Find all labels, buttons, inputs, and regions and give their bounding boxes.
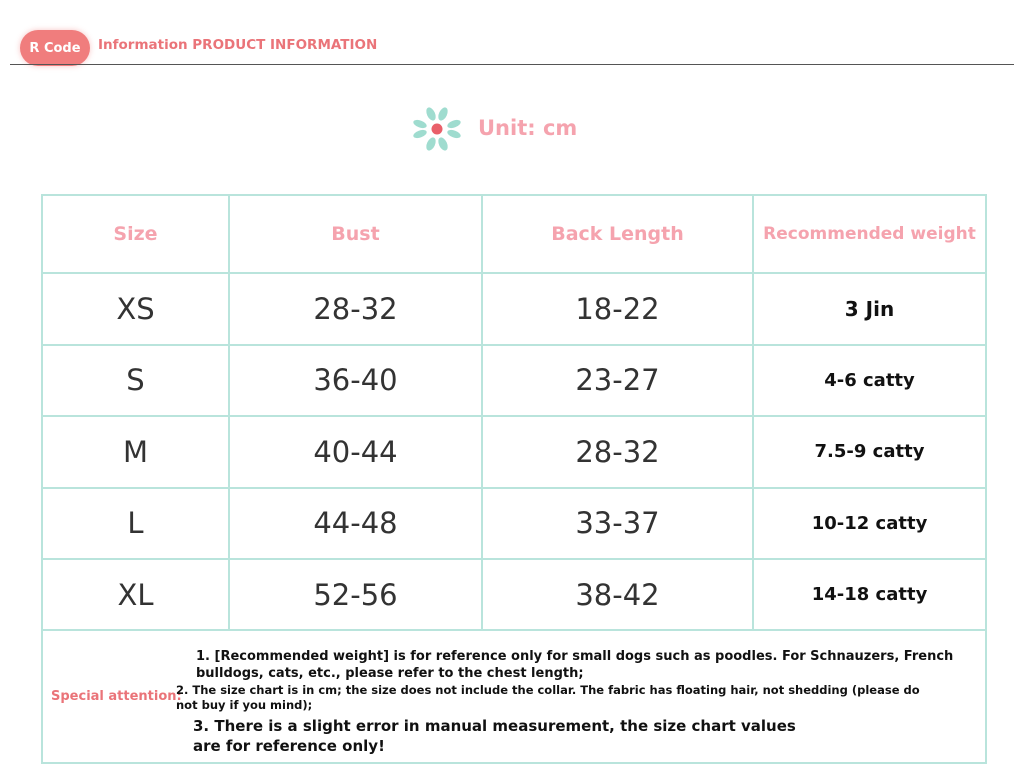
back-length-cell: 33-37: [482, 488, 753, 559]
size-cell: M: [42, 416, 229, 487]
notes-row: [42, 630, 986, 763]
table-row: [42, 559, 986, 630]
header: [0, 0, 1024, 70]
unit-section: [412, 104, 632, 154]
size-cell: XL: [42, 559, 229, 630]
column-header-recommended-weight: Recommended weight: [753, 195, 986, 273]
size-cell: L: [42, 488, 229, 559]
note-item: 3. There is a slight error in manual measurement, the size chart values are for reference only!: [193, 717, 796, 755]
special-attention-label: Special attention:: [51, 689, 182, 705]
table-row: [42, 273, 986, 344]
weight-cell: 4-6 catty: [753, 345, 986, 416]
weight-cell: 7.5-9 catty: [753, 416, 986, 487]
bust-cell: 28-32: [229, 273, 482, 344]
table-row: [42, 416, 986, 487]
back-length-cell: 28-32: [482, 416, 753, 487]
weight-cell: 3 Jin: [753, 273, 986, 344]
column-header-size: Size: [42, 195, 229, 273]
header-divider: [10, 64, 1014, 65]
back-length-cell: 38-42: [482, 559, 753, 630]
back-length-cell: 18-22: [482, 273, 753, 344]
bust-cell: 44-48: [229, 488, 482, 559]
back-length-cell: 23-27: [482, 345, 753, 416]
note-item: 2. The size chart is in cm; the size does not include the collar. The fabric has floating hair, not shedding (please do not buy if you mind);: [176, 683, 920, 713]
bust-cell: 36-40: [229, 345, 482, 416]
weight-cell: 14-18 catty: [753, 559, 986, 630]
weight-cell: 10-12 catty: [753, 488, 986, 559]
bust-cell: 40-44: [229, 416, 482, 487]
column-header-back-length: Back Length: [482, 195, 753, 273]
bust-cell: 52-56: [229, 559, 482, 630]
note-item: 1. [Recommended weight] is for reference only for small dogs such as poodles. For Schnauzers, French bulldogs, cats, etc., please refer to the chest length;: [196, 649, 954, 682]
code-badge: R Code: [20, 30, 90, 66]
table-row: [42, 488, 986, 559]
table-header-row: [42, 195, 986, 273]
size-cell: XS: [42, 273, 229, 344]
unit-label: Unit: cm: [478, 116, 578, 140]
header-title: Information PRODUCT INFORMATION: [98, 37, 378, 53]
table-row: [42, 345, 986, 416]
flower-icon: [412, 104, 462, 154]
size-chart-table: [41, 194, 987, 764]
size-cell: S: [42, 345, 229, 416]
column-header-bust: Bust: [229, 195, 482, 273]
notes-cell: [42, 630, 986, 763]
